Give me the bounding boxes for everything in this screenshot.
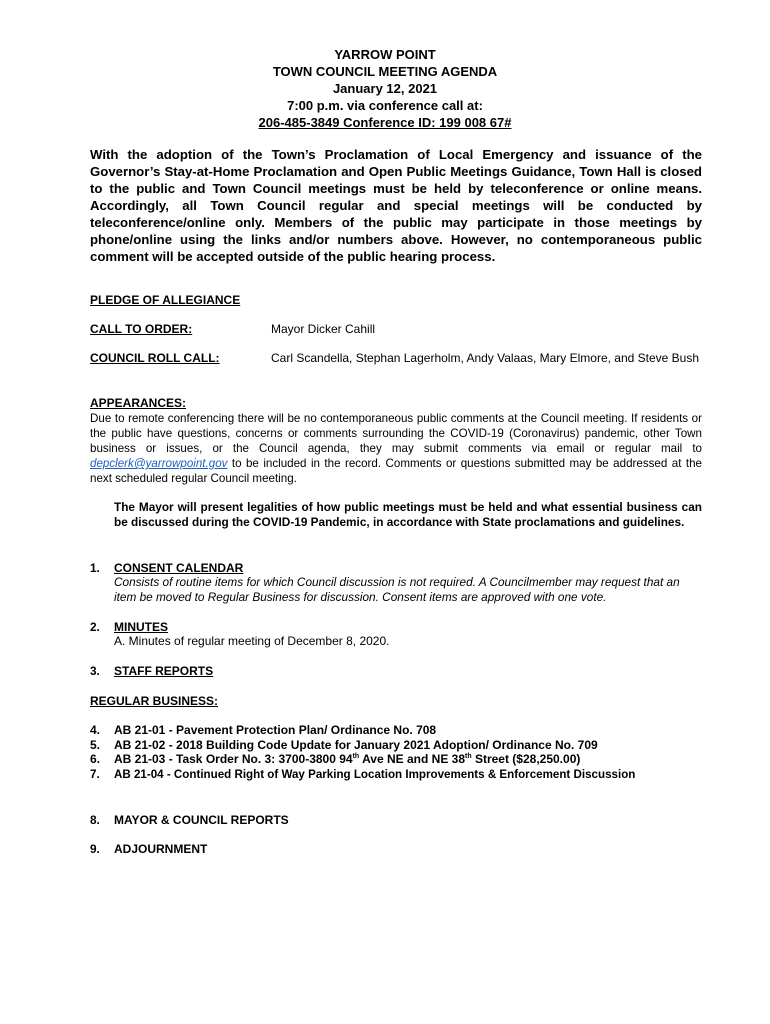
adjournment-title: ADJOURNMENT xyxy=(114,842,208,856)
text-part: AB 21-03 - Task Order No. 3: 3700-3800 94 xyxy=(114,752,353,766)
text-part: Ave NE and NE 38 xyxy=(359,752,466,766)
call-to-order-value: Mayor Dicker Cahill xyxy=(271,322,376,336)
meeting-time: 7:00 p.m. via conference call at: xyxy=(287,98,483,113)
call-to-order-label: CALL TO ORDER: xyxy=(90,322,193,336)
town-name: YARROW POINT xyxy=(334,47,436,62)
item-number: 8. xyxy=(90,813,100,827)
consent-calendar-title: CONSENT CALENDAR xyxy=(114,561,244,575)
item-number: 6. xyxy=(90,752,101,766)
clerk-email-link[interactable]: depclerk@yarrowpoint.gov xyxy=(90,457,228,470)
appearances-text-after: to be included in the record. Comments or questions submitted may be addressed at the next scheduled regular Council meeting. xyxy=(90,457,702,485)
appearances-text xyxy=(90,411,702,486)
business-item xyxy=(90,738,598,753)
appearances-text-before: Due to remote conferencing there will be no contemporaneous public comments at the Council meeting. If residents or the public have questions, concerns or comments surrounding the COVID-19 (Coronavirus) pandemic, other Town business or issues, or the Council agenda, they may submit comments via email or regular mail to xyxy=(90,412,702,455)
item-number: 3. xyxy=(90,664,100,678)
item-number: 7. xyxy=(90,768,100,781)
item-number: 1. xyxy=(90,561,100,575)
superscript: th xyxy=(465,753,472,760)
item-number: 9. xyxy=(90,842,100,856)
regular-business-heading: REGULAR BUSINESS: xyxy=(90,694,219,708)
mayor-council-reports-title: MAYOR & COUNCIL REPORTS xyxy=(114,813,289,827)
text-part: Street ($28,250.00) xyxy=(471,752,581,766)
roll-call-value: Carl Scandella, Stephan Lagerholm, Andy Valaas, Mary Elmore, and Steve Bush xyxy=(271,351,700,365)
business-item-text xyxy=(114,752,580,766)
meeting-date: January 12, 2021 xyxy=(332,81,438,96)
minutes-item-a: A. Minutes of regular meeting of December 8, 2020. xyxy=(114,634,390,648)
business-item xyxy=(90,752,580,767)
item-number: 5. xyxy=(90,738,101,752)
business-item-text: AB 21-01 - Pavement Protection Plan/ Ordinance No. 708 xyxy=(114,723,437,737)
staff-reports-title: STAFF REPORTS xyxy=(114,664,214,678)
business-item xyxy=(90,767,635,782)
item-number: 4. xyxy=(90,723,101,737)
consent-calendar-desc: Consists of routine items for which Council discussion is not required. A Councilmember may request that an item be moved to Regular Business for discussion. Consent items are approved with one vote. xyxy=(114,575,680,604)
item-number: 2. xyxy=(90,620,100,634)
intro-notice: With the adoption of the Town’s Proclamation of Local Emergency and issuance of the Governor’s Stay-at-Home Proclamation and Open Public Meetings Guidance, Town Hall is closed to the public and Town Council meetings must be held by teleconference or online means. Accordingly, all Town Council regular and special meetings will be conducted by teleconference/online only. Members of the public may participate in those meetings by phone/online using the links and/or numbers above. However, no contemporaneous public comment will be accepted outside of the public hearing process. xyxy=(90,147,702,264)
agenda-header xyxy=(0,46,770,131)
minutes-title: MINUTES xyxy=(114,620,168,634)
appearances-heading: APPEARANCES: xyxy=(90,396,187,410)
conference-info: 206-485-3849 Conference ID: 199 008 67# xyxy=(258,115,512,130)
business-item xyxy=(90,723,436,738)
superscript: th xyxy=(352,753,360,760)
mayor-note: The Mayor will present legalities of how public meetings must be held and what essential business can be discussed during the COVID-19 Pandemic, in accordance with State proclamations and guidelines. xyxy=(114,500,702,529)
roll-call-label: COUNCIL ROLL CALL: xyxy=(90,351,220,365)
business-item-text: AB 21-02 - 2018 Building Code Update for January 2021 Adoption/ Ordinance No. 709 xyxy=(114,738,598,752)
business-item-text: AB 21-04 - Continued Right of Way Parking Location Improvements & Enforcement Discussion xyxy=(114,768,636,781)
pledge-heading: PLEDGE OF ALLEGIANCE xyxy=(90,293,241,307)
agenda-title: TOWN COUNCIL MEETING AGENDA xyxy=(272,64,498,79)
